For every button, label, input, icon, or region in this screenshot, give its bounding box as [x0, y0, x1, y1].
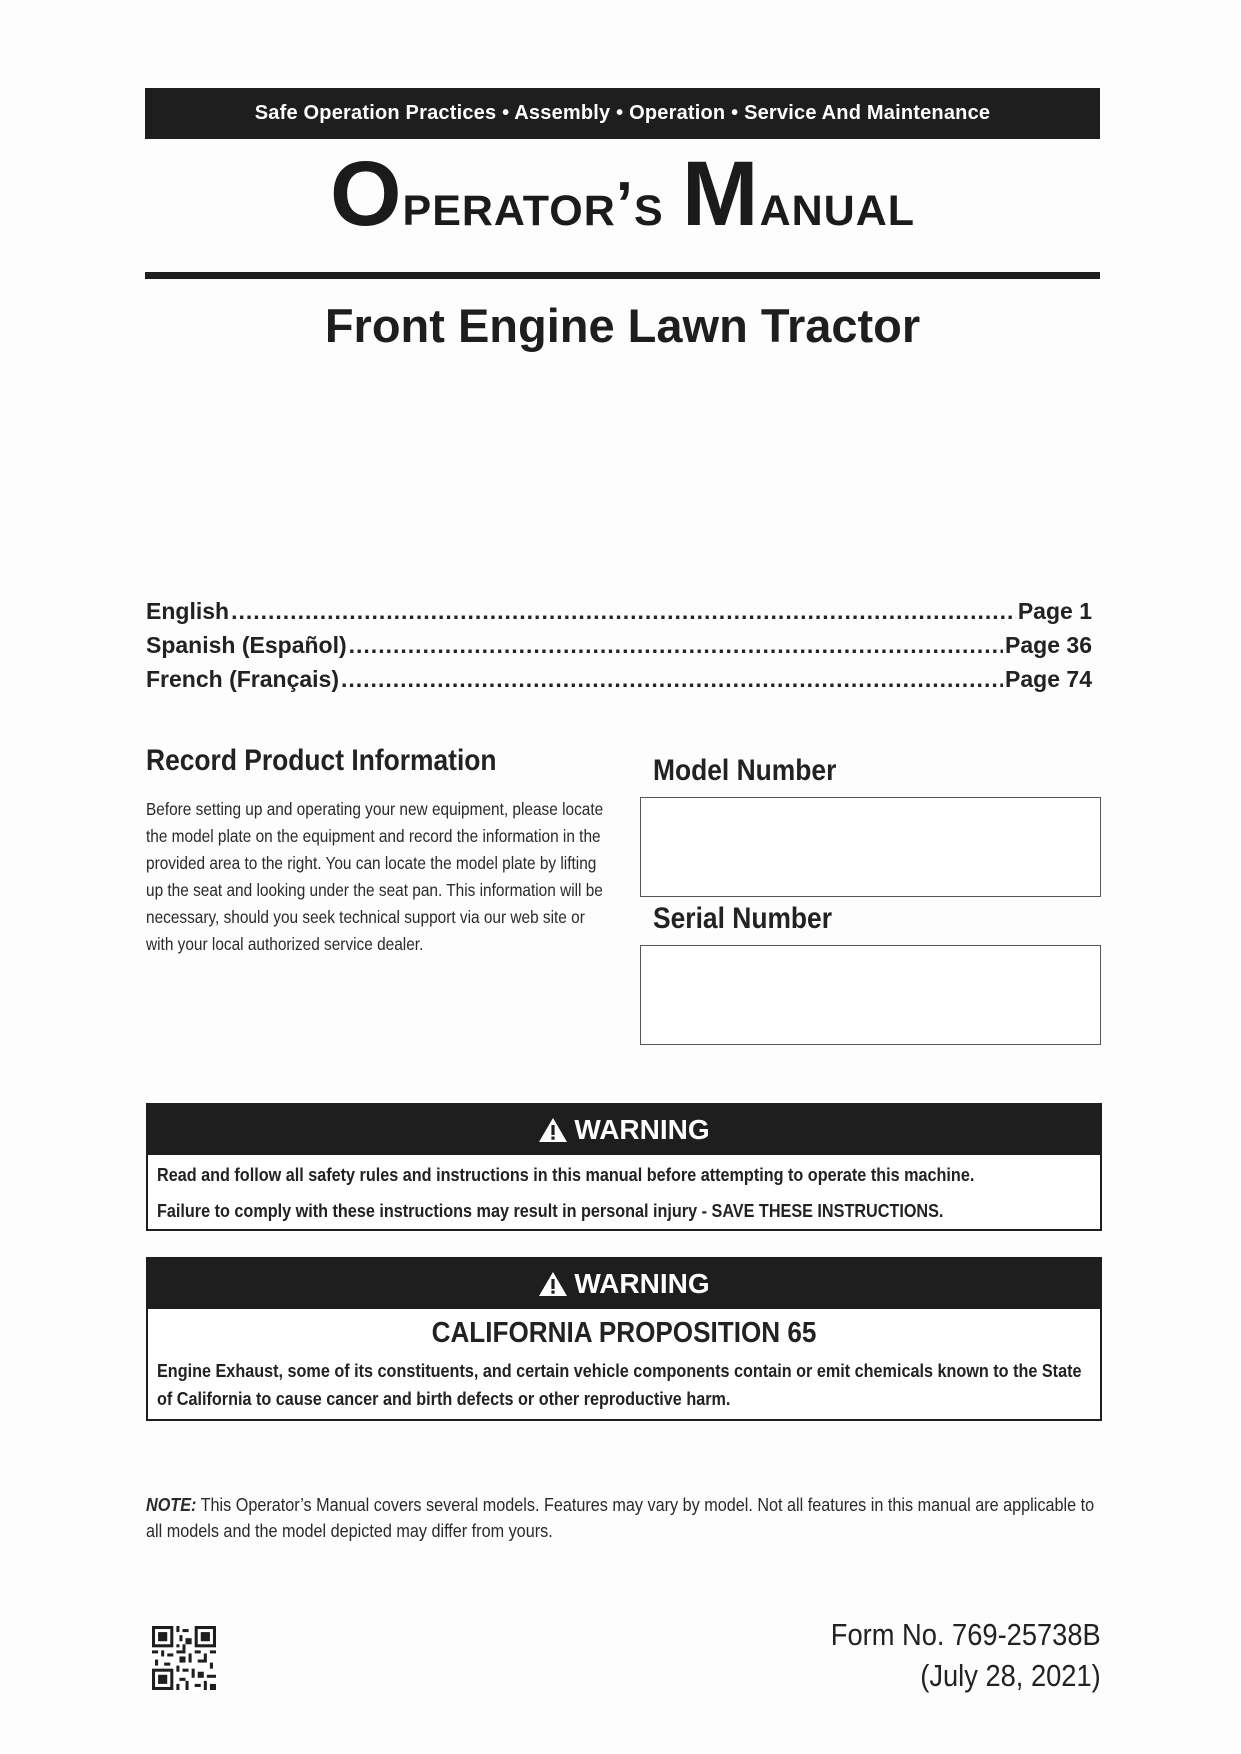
toc-page: Page 36 [1005, 632, 1092, 658]
form-number-block [831, 1614, 1101, 1696]
title-rule [145, 272, 1100, 279]
toc-leader [341, 666, 1003, 693]
header-bar [145, 88, 1100, 139]
record-heading: Record Product Information [146, 744, 497, 777]
form-date: (July 28, 2021) [920, 1658, 1101, 1693]
serial-number-field[interactable] [640, 945, 1101, 1045]
title-perator: perator’s [402, 170, 682, 239]
toc-row-french[interactable] [146, 666, 1092, 700]
toc-page: Page 74 [1005, 666, 1092, 692]
model-number-label: Model Number [653, 754, 837, 787]
toc-label: Spanish (Español) [146, 632, 347, 658]
page-subtitle: Front Engine Lawn Tractor [324, 299, 921, 352]
toc-label: French (Français) [146, 666, 339, 692]
warning-triangle-icon [538, 1271, 568, 1297]
title-m: M [681, 143, 760, 245]
toc-row-english[interactable] [146, 598, 1092, 632]
warning-header [148, 1105, 1100, 1155]
warning-line: Failure to comply with these instructions may result in personal injury - SAVE THESE INSTRUCTIONS. [157, 1201, 944, 1221]
warning-title: WARNING [574, 1114, 710, 1145]
model-number-field[interactable] [640, 797, 1101, 897]
warning-header [148, 1259, 1100, 1309]
header-bar-text: Safe Operation Practices • Assembly • Operation • Service And Maintenance [254, 102, 991, 124]
prop65-title: CALIFORNIA PROPOSITION 65 [431, 1317, 817, 1349]
warning-line: Read and follow all safety rules and instructions in this manual before attempting to operate this machine. [157, 1165, 975, 1185]
toc-row-spanish[interactable] [146, 632, 1092, 666]
toc-page: Page 1 [1017, 598, 1092, 624]
note-label: NOTE: [146, 1495, 197, 1515]
record-body: Before setting up and operating your new equipment, please locate the model plate on the equipment and record the information in the provided area to the right. You can locate the model plate by lifting up the seat and looking under the seat pan. This information will be necessary, should you seek technical support via our web site or with your local authorized service dealer. [146, 799, 604, 954]
title-anual: anual [759, 170, 916, 239]
page-title [145, 143, 1100, 245]
prop65-body: Engine Exhaust, some of its constituents, and certain vehicle components contain or emit chemicals known to the State of California to cause cancer and birth defects or other reproductive harm. [157, 1361, 1082, 1409]
toc-leader [349, 632, 1003, 659]
warning-triangle-icon [538, 1117, 568, 1143]
qr-code-icon [152, 1626, 216, 1690]
toc-label: English [146, 598, 230, 624]
note-text: This Operator’s Manual covers several models. Features may vary by model. Not all features in this manual are applicable to all models and the model depicted may differ from yours. [146, 1495, 1095, 1541]
form-number: Form No. 769-25738B [831, 1617, 1101, 1652]
warning-box-prop65 [146, 1257, 1102, 1421]
serial-number-label: Serial Number [653, 902, 833, 935]
language-index [146, 598, 1092, 700]
warning-title: WARNING [574, 1268, 710, 1299]
warning-box-safety [146, 1103, 1102, 1231]
title-o: O [329, 143, 403, 245]
toc-leader [231, 598, 1016, 625]
note-paragraph [146, 1492, 1100, 1544]
